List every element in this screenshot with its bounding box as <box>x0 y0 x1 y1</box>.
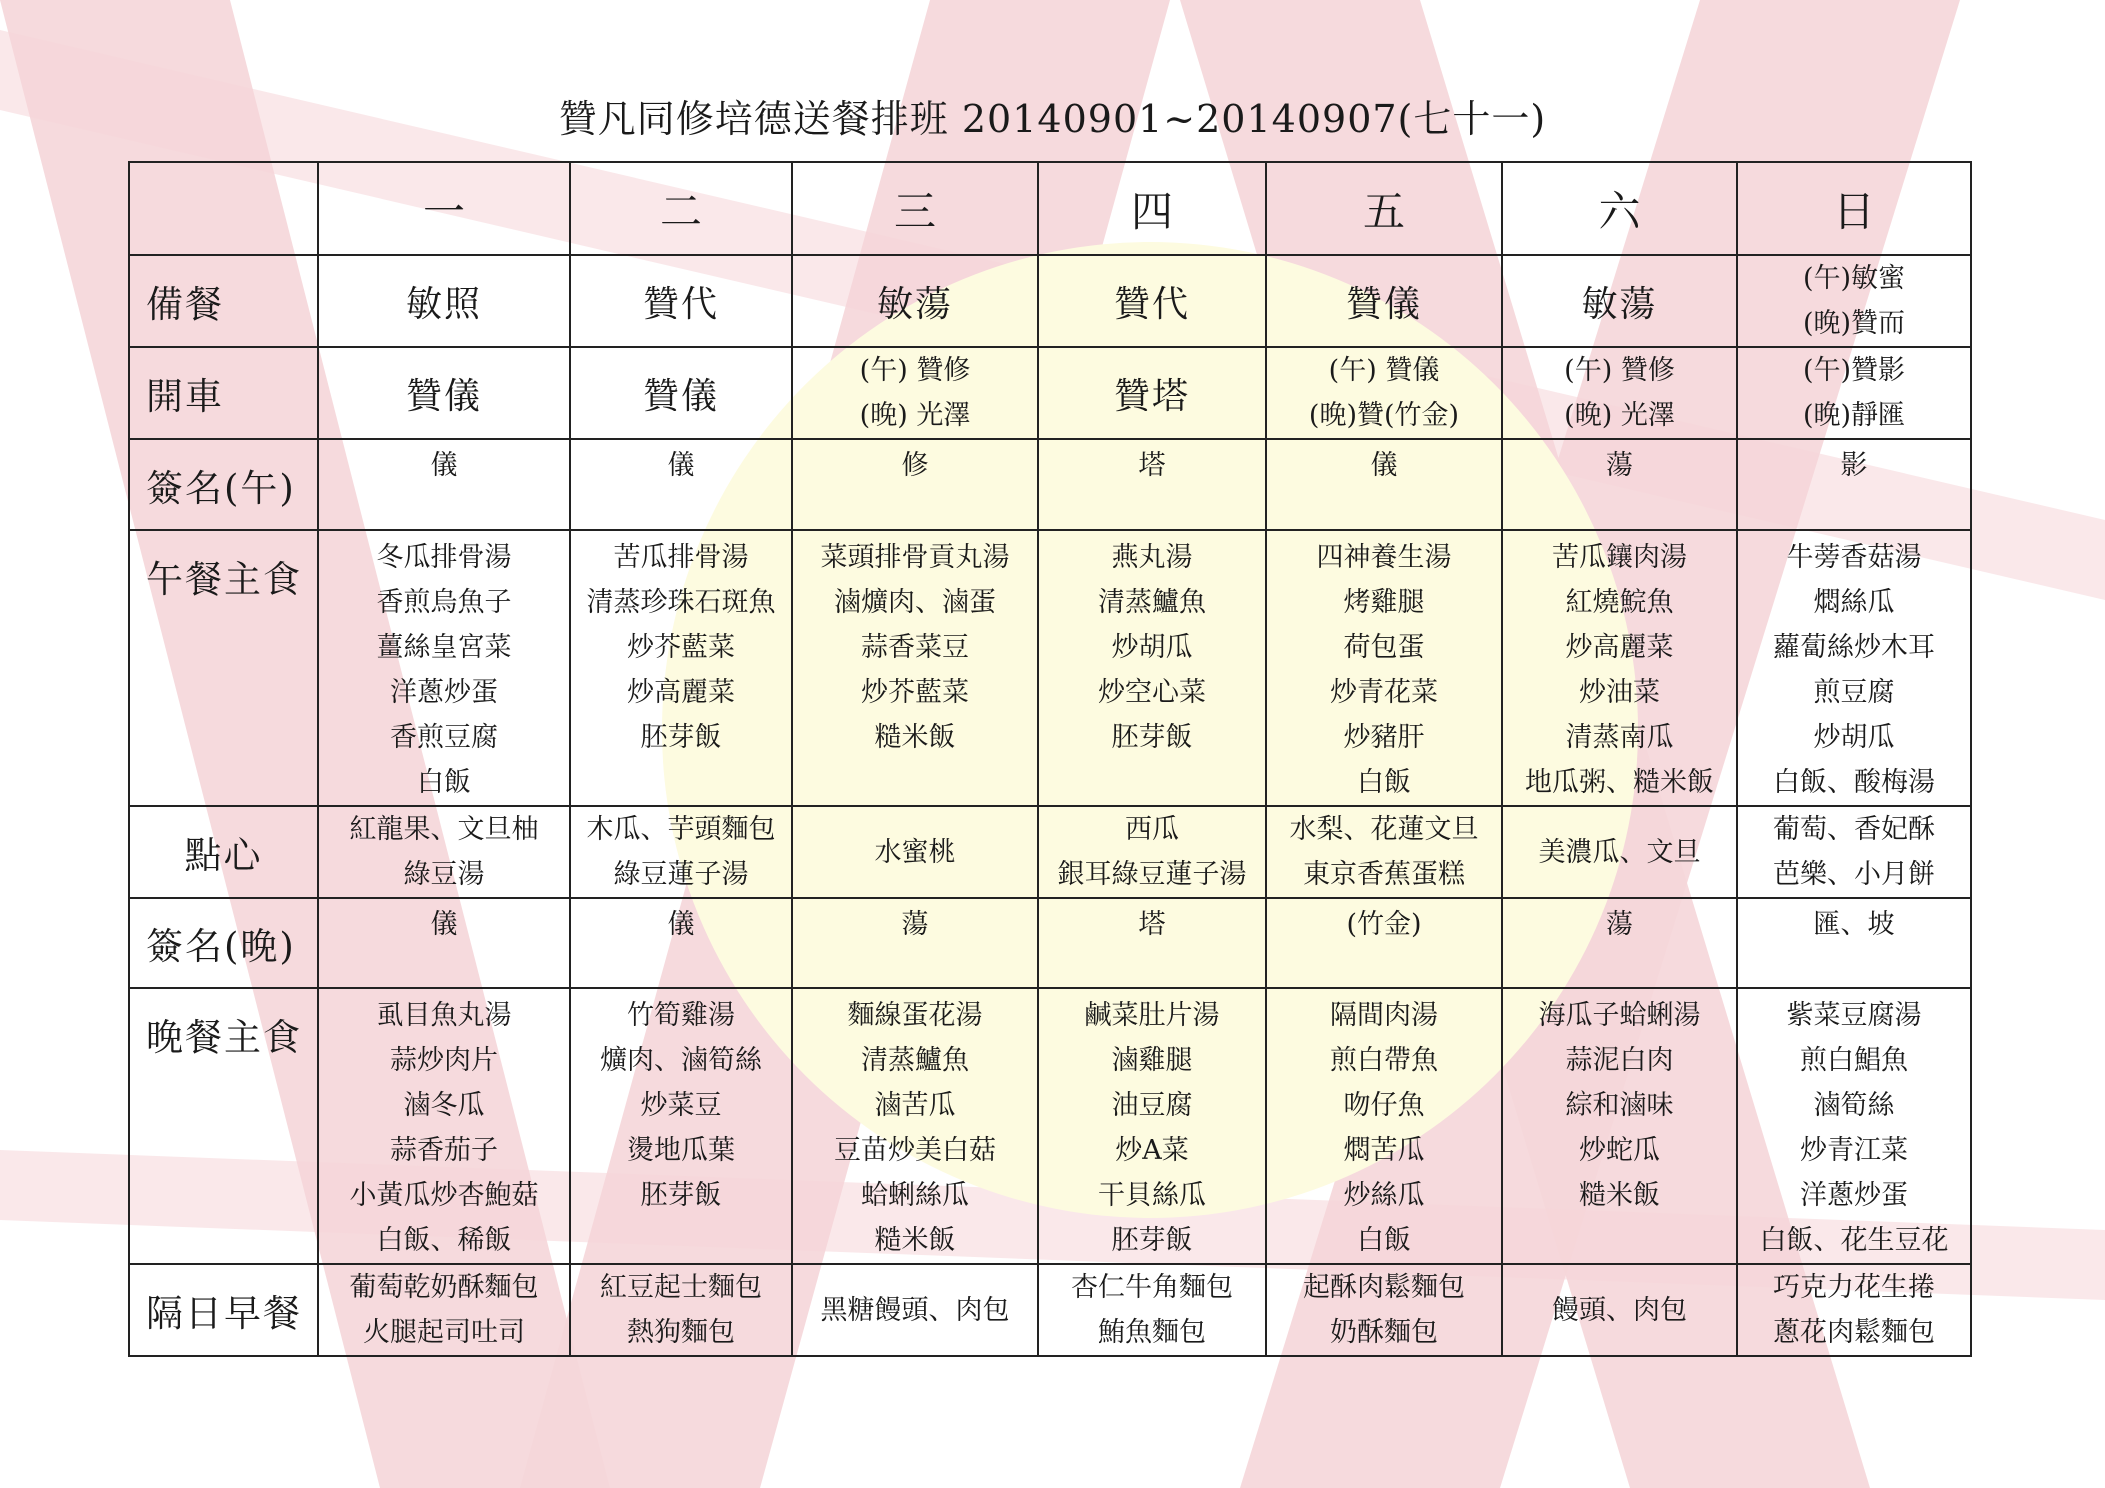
cell-line: 糙米飯 <box>874 1225 956 1256</box>
row-label: 晚餐主食 <box>129 988 318 1264</box>
cell-line: 西瓜 <box>1125 814 1179 845</box>
cell-line: 贊儀 <box>405 375 482 417</box>
cell-line: 清蒸南瓜 <box>1565 722 1674 753</box>
cell-prep <box>1266 255 1502 347</box>
cell-line: 滷冬瓜 <box>403 1090 485 1121</box>
cell-line: 饅頭、肉包 <box>1552 1294 1687 1326</box>
cell-sign-night <box>1737 898 1971 988</box>
cell-line: (晚)贊而 <box>1802 308 1906 339</box>
row-label: 午餐主食 <box>129 530 318 806</box>
cell-line: 隔間肉湯 <box>1330 1000 1438 1031</box>
cell-line: 炒胡瓜 <box>1111 632 1193 663</box>
cell-line: 清蒸珍珠石斑魚 <box>586 587 776 618</box>
cell-line: 儀 <box>430 450 458 481</box>
cell-line: 儀 <box>667 450 695 481</box>
cell-line: 炒青江菜 <box>1800 1135 1908 1166</box>
cell-drive <box>1038 347 1266 439</box>
cell-line: 敏照 <box>405 283 482 325</box>
cell-line: 蒜炒肉片 <box>390 1045 498 1076</box>
cell-line: 苦瓜鑲肉湯 <box>1552 542 1687 573</box>
cell-dinner <box>1502 988 1737 1264</box>
cell-line: 燙地瓜葉 <box>627 1135 735 1166</box>
cell-line: 炒芥藍菜 <box>861 677 969 708</box>
cell-line: 葡萄、香妃酥 <box>1773 814 1935 845</box>
cell-line: 火腿起司吐司 <box>363 1317 525 1348</box>
cell-line: 胚芽飯 <box>1111 1225 1193 1256</box>
cell-prep <box>318 255 570 347</box>
cell-line: 豆苗炒美白菇 <box>834 1135 996 1166</box>
cell-line: 敏蕩 <box>876 283 953 325</box>
cell-line: 紅龍果、文旦柚 <box>349 814 539 845</box>
cell-line: 紅豆起士麵包 <box>600 1272 762 1303</box>
cell-line: 鮪魚麵包 <box>1098 1317 1206 1348</box>
cell-line: (竹金) <box>1346 909 1422 940</box>
cell-line: 炒油菜 <box>1579 677 1660 708</box>
cell-line: (午) 贊修 <box>1564 355 1675 386</box>
cell-line: 炒菜豆 <box>640 1090 722 1121</box>
row-label: 點心 <box>129 806 318 898</box>
cell-line: 滷雞腿 <box>1111 1045 1193 1076</box>
cell-line: (午)敏蜜 <box>1802 263 1906 294</box>
cell-line: 燕丸湯 <box>1111 542 1193 573</box>
row-sign-night <box>129 898 1971 988</box>
cell-sign-noon <box>792 439 1038 530</box>
cell-breakfast <box>570 1264 792 1356</box>
cell-line: 炒青花菜 <box>1330 677 1438 708</box>
cell-line: 炒豬肝 <box>1343 722 1425 753</box>
cell-prep <box>1502 255 1737 347</box>
cell-lunch <box>1737 530 1971 806</box>
cell-breakfast <box>1502 1264 1737 1356</box>
row-label: 備餐 <box>129 255 318 347</box>
cell-line: 香煎豆腐 <box>390 722 498 753</box>
cell-line: 白飯、稀飯 <box>376 1225 512 1256</box>
cell-line: 糙米飯 <box>1579 1180 1660 1211</box>
row-dinner <box>129 988 1971 1264</box>
cell-prep <box>570 255 792 347</box>
cell-drive <box>1266 347 1502 439</box>
cell-line: 炒蛇瓜 <box>1579 1135 1660 1166</box>
cell-line: 胚芽飯 <box>640 1180 722 1211</box>
cell-snack <box>570 806 792 898</box>
cell-line: 敏蕩 <box>1581 283 1658 325</box>
cell-line: 虱目魚丸湯 <box>376 1000 512 1031</box>
cell-line: (午)贊影 <box>1802 355 1906 386</box>
cell-line: 烤雞腿 <box>1343 587 1425 618</box>
cell-line: 贊塔 <box>1113 375 1190 417</box>
cell-line: 胚芽飯 <box>640 722 722 753</box>
cell-breakfast <box>1737 1264 1971 1356</box>
cell-line: 炒空心菜 <box>1098 677 1206 708</box>
cell-snack <box>1737 806 1971 898</box>
cell-line: 冬瓜排骨湯 <box>376 542 512 573</box>
cell-line: 干貝絲瓜 <box>1098 1180 1206 1211</box>
cell-line: 杏仁牛角麵包 <box>1071 1272 1233 1303</box>
cell-snack <box>318 806 570 898</box>
cell-line: 燜苦瓜 <box>1343 1135 1425 1166</box>
cell-line: 儀 <box>430 909 458 940</box>
cell-lunch <box>1502 530 1737 806</box>
row-label: 簽名(午) <box>129 439 318 530</box>
cell-line: 紫菜豆腐湯 <box>1786 1000 1922 1031</box>
cell-line: 東京香蕉蛋糕 <box>1303 859 1465 890</box>
cell-line: 蘿蔔絲炒木耳 <box>1773 632 1935 663</box>
cell-drive <box>1737 347 1971 439</box>
cell-line: 麵線蛋花湯 <box>847 1000 983 1031</box>
cell-line: 竹筍雞湯 <box>627 1000 735 1031</box>
cell-sign-night <box>1502 898 1737 988</box>
cell-line: 綜和滷味 <box>1565 1090 1674 1121</box>
cell-line: 吻仔魚 <box>1343 1090 1425 1121</box>
cell-lunch <box>1266 530 1502 806</box>
cell-line: 炒高麗菜 <box>1565 632 1674 663</box>
cell-line: 修 <box>901 450 929 481</box>
cell-line: (晚) 光澤 <box>1564 400 1675 431</box>
cell-snack <box>1266 806 1502 898</box>
cell-sign-noon <box>1038 439 1266 530</box>
cell-line: 油豆腐 <box>1111 1090 1193 1121</box>
cell-dinner <box>792 988 1038 1264</box>
row-prep <box>129 255 1971 347</box>
cell-line: 牛蒡香菇湯 <box>1786 542 1922 573</box>
day-header: 二 <box>570 162 792 255</box>
day-header: 五 <box>1266 162 1502 255</box>
cell-lunch <box>318 530 570 806</box>
cell-sign-night <box>318 898 570 988</box>
cell-line: 美濃瓜、文旦 <box>1538 836 1701 868</box>
cell-line: 白飯 <box>1357 767 1411 798</box>
header-row <box>129 162 1971 255</box>
row-drive <box>129 347 1971 439</box>
cell-dinner <box>318 988 570 1264</box>
cell-line: 洋蔥炒蛋 <box>390 677 498 708</box>
cell-lunch <box>1038 530 1266 806</box>
cell-line: 起酥肉鬆麵包 <box>1303 1272 1465 1303</box>
cell-line: 儀 <box>1370 450 1398 481</box>
cell-line: 贊儀 <box>1345 283 1422 325</box>
cell-line: 海瓜子蛤蜊湯 <box>1538 1000 1701 1031</box>
cell-snack <box>1502 806 1737 898</box>
cell-lunch <box>570 530 792 806</box>
cell-line: 黑糖饅頭、肉包 <box>820 1294 1010 1326</box>
cell-line: 蕩 <box>1606 909 1633 940</box>
cell-line: 紅燒鯇魚 <box>1565 587 1674 618</box>
cell-breakfast <box>1038 1264 1266 1356</box>
cell-line: 苦瓜排骨湯 <box>613 542 749 573</box>
cell-line: 蒜香菜豆 <box>861 632 969 663</box>
cell-line: 小黃瓜炒杏鮑菇 <box>349 1180 539 1211</box>
cell-sign-night <box>1266 898 1502 988</box>
cell-line: (晚)靜匯 <box>1802 400 1906 431</box>
cell-line: (午) 贊儀 <box>1328 355 1440 386</box>
corner-cell <box>129 162 318 255</box>
cell-line: 匯、坡 <box>1813 909 1895 940</box>
cell-prep <box>1038 255 1266 347</box>
cell-sign-night <box>570 898 792 988</box>
cell-line: 胚芽飯 <box>1111 722 1193 753</box>
cell-line: 木瓜、芋頭麵包 <box>586 814 776 845</box>
cell-line: 滷苦瓜 <box>874 1090 956 1121</box>
day-header: 三 <box>792 162 1038 255</box>
row-breakfast <box>129 1264 1971 1356</box>
meal-schedule-table <box>128 161 1972 1357</box>
cell-line: 綠豆湯 <box>403 859 485 890</box>
row-label: 隔日早餐 <box>129 1264 318 1356</box>
cell-line: 芭樂、小月餅 <box>1773 859 1935 890</box>
cell-line: 蔥花肉鬆麵包 <box>1773 1317 1935 1348</box>
cell-prep <box>792 255 1038 347</box>
cell-line: 炒胡瓜 <box>1813 722 1895 753</box>
cell-line: 熱狗麵包 <box>627 1317 735 1348</box>
cell-line: 蕩 <box>1606 450 1633 481</box>
cell-line: 煎豆腐 <box>1813 677 1895 708</box>
cell-line: 薑絲皇宮菜 <box>376 632 512 663</box>
cell-line: 炒高麗菜 <box>627 677 735 708</box>
day-header: 日 <box>1737 162 1971 255</box>
cell-line: 蛤蜊絲瓜 <box>861 1180 969 1211</box>
cell-line: 贊代 <box>642 283 719 325</box>
row-lunch <box>129 530 1971 806</box>
cell-sign-noon <box>1502 439 1737 530</box>
cell-line: 清蒸鱸魚 <box>861 1045 969 1076</box>
cell-line: 塔 <box>1138 909 1166 940</box>
row-sign-noon <box>129 439 1971 530</box>
cell-sign-noon <box>1737 439 1971 530</box>
cell-breakfast <box>1266 1264 1502 1356</box>
row-label: 簽名(晚) <box>129 898 318 988</box>
cell-dinner <box>1038 988 1266 1264</box>
day-header: 六 <box>1502 162 1737 255</box>
cell-line: 糙米飯 <box>874 722 956 753</box>
cell-line: 巧克力花生捲 <box>1773 1272 1935 1303</box>
cell-drive <box>1502 347 1737 439</box>
cell-dinner <box>1266 988 1502 1264</box>
cell-line: 炒A菜 <box>1115 1135 1189 1166</box>
cell-line: (晚) 光澤 <box>859 400 971 431</box>
cell-sign-noon <box>570 439 792 530</box>
cell-line: 蒜香茄子 <box>390 1135 498 1166</box>
cell-sign-night <box>1038 898 1266 988</box>
cell-line: 水梨、花蓮文旦 <box>1289 814 1479 845</box>
cell-snack <box>1038 806 1266 898</box>
cell-breakfast <box>318 1264 570 1356</box>
cell-line: 菜頭排骨貢丸湯 <box>820 542 1010 573</box>
cell-line: 滷筍絲 <box>1813 1090 1895 1121</box>
page-title: 贊凡同修培德送餐排班 20140901~20140907(七十一) <box>558 97 1547 141</box>
cell-drive <box>318 347 570 439</box>
cell-line: 炒絲瓜 <box>1343 1180 1425 1211</box>
cell-line: 白飯 <box>417 767 471 798</box>
cell-breakfast <box>792 1264 1038 1356</box>
cell-snack <box>792 806 1038 898</box>
cell-line: (午) 贊修 <box>859 355 971 386</box>
cell-line: 白飯 <box>1357 1225 1411 1256</box>
cell-drive <box>792 347 1038 439</box>
cell-line: 銀耳綠豆蓮子湯 <box>1057 859 1247 890</box>
cell-dinner <box>1737 988 1971 1264</box>
cell-line: 洋蔥炒蛋 <box>1800 1180 1908 1211</box>
cell-sign-noon <box>318 439 570 530</box>
cell-line: 綠豆蓮子湯 <box>613 859 749 890</box>
cell-line: 地瓜粥、糙米飯 <box>1525 767 1714 798</box>
cell-line: 清蒸鱸魚 <box>1098 587 1206 618</box>
cell-line: 四神養生湯 <box>1316 542 1452 573</box>
cell-line: 贊代 <box>1113 283 1190 325</box>
day-header: 一 <box>318 162 570 255</box>
cell-line: 白飯、酸梅湯 <box>1773 767 1935 798</box>
cell-drive <box>570 347 792 439</box>
cell-line: (晚)贊(竹金) <box>1308 400 1460 431</box>
cell-line: 儀 <box>667 909 695 940</box>
cell-line: 煎白鯧魚 <box>1800 1045 1908 1076</box>
cell-sign-night <box>792 898 1038 988</box>
day-header: 四 <box>1038 162 1266 255</box>
cell-line: 鹹菜肚片湯 <box>1084 1000 1220 1031</box>
cell-line: 塔 <box>1138 450 1166 481</box>
cell-line: 影 <box>1840 450 1868 481</box>
row-snack <box>129 806 1971 898</box>
cell-line: 爌肉、滷筍絲 <box>600 1045 762 1076</box>
cell-line: 蕩 <box>901 909 929 940</box>
cell-line: 水蜜桃 <box>874 836 956 868</box>
cell-line: 滷爌肉、滷蛋 <box>834 587 996 618</box>
cell-line: 荷包蛋 <box>1343 632 1425 663</box>
cell-dinner <box>570 988 792 1264</box>
cell-line: 贊儀 <box>642 375 719 417</box>
cell-sign-noon <box>1266 439 1502 530</box>
row-label: 開車 <box>129 347 318 439</box>
cell-line: 炒芥藍菜 <box>627 632 735 663</box>
cell-line: 奶酥麵包 <box>1330 1317 1438 1348</box>
cell-line: 煎白帶魚 <box>1330 1045 1438 1076</box>
cell-line: 燜絲瓜 <box>1813 587 1895 618</box>
cell-lunch <box>792 530 1038 806</box>
cell-line: 香煎烏魚子 <box>376 587 512 618</box>
cell-line: 蒜泥白肉 <box>1565 1045 1674 1076</box>
cell-line: 白飯、花生豆花 <box>1759 1225 1949 1256</box>
cell-prep <box>1737 255 1971 347</box>
cell-line: 葡萄乾奶酥麵包 <box>349 1272 539 1303</box>
